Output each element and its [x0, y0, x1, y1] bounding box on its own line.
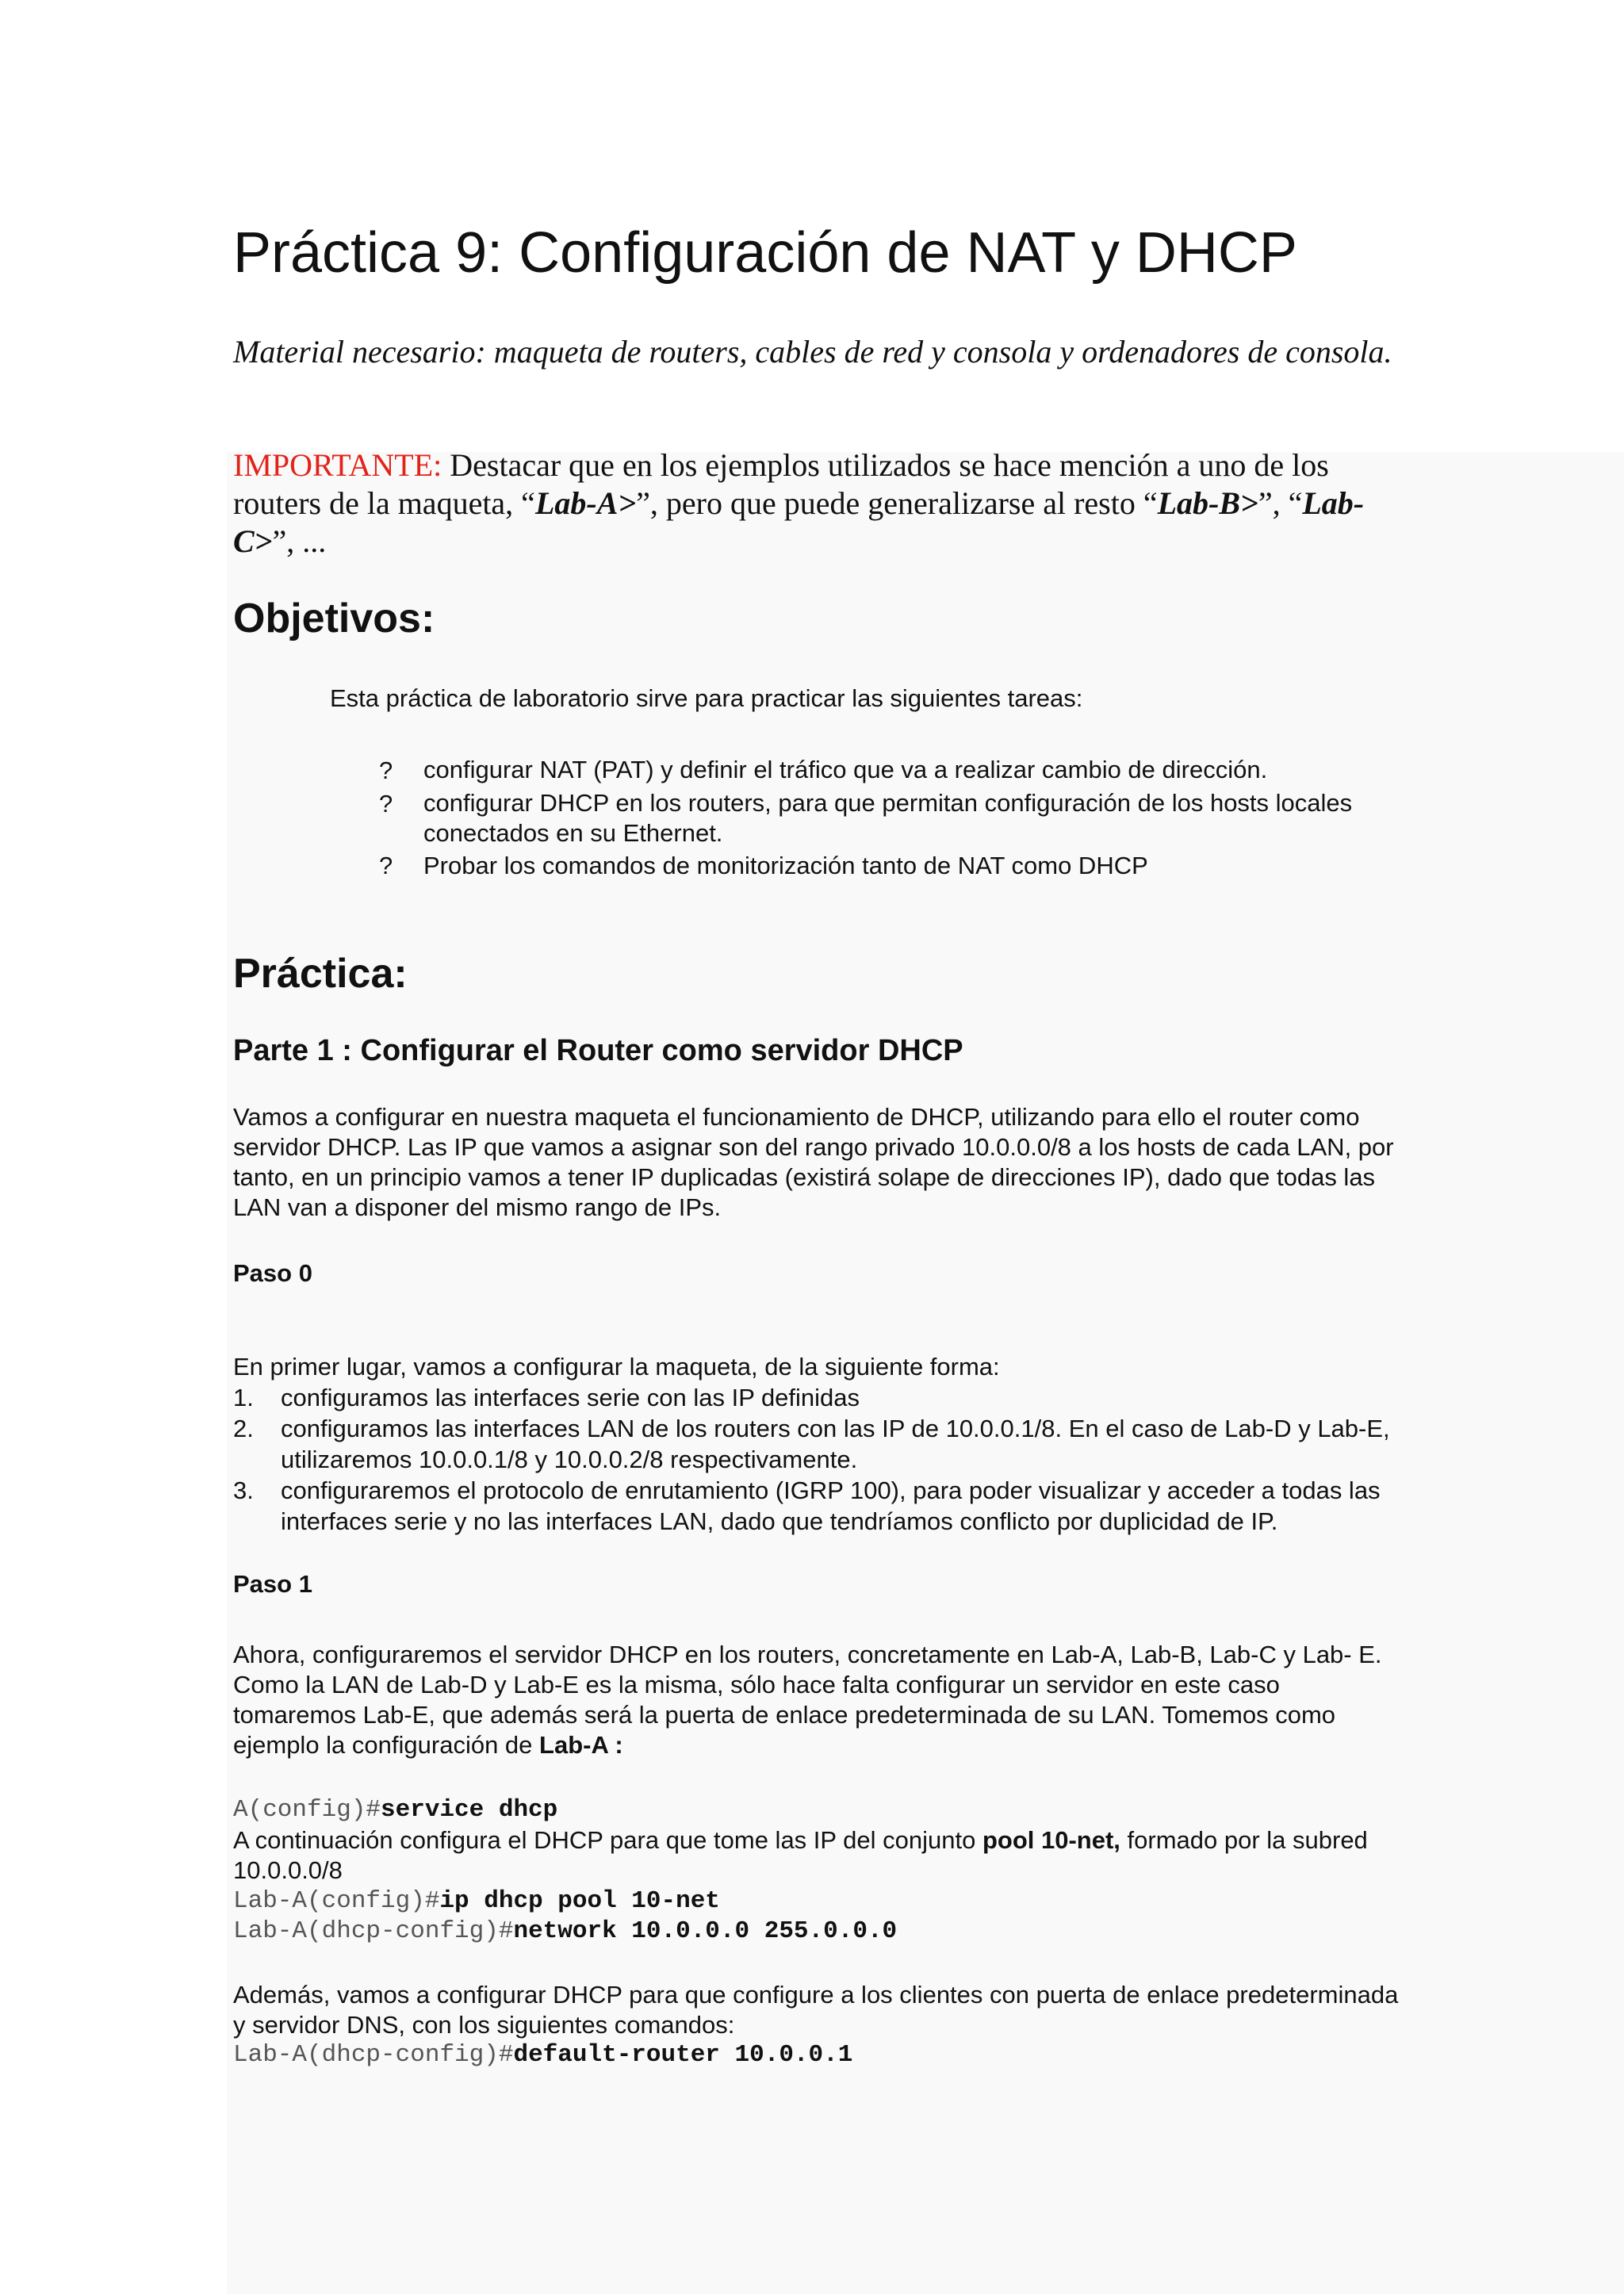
list-item: ? configurar NAT (PAT) y definir el tráfico que va a realizar cambio de dirección. — [379, 755, 1378, 787]
practice-heading: Práctica: — [233, 951, 408, 997]
lab-a-ref: Lab-A> — [534, 485, 637, 521]
bullet-marker: ? — [379, 756, 393, 784]
part1-intro: Vamos a configurar en nuestra maqueta el funcionamiento de DHCP, utilizando para ello el router como servidor DHCP. Las IP que vamos a asignar son del rango privado 10.0.0.0/8 a los hosts de cada LAN, por tanto, en un principio vamos a tener IP duplicadas (existirá solape de direcciones IP), dado que todas las LAN van a disponer del mismo rango de IPs. — [233, 1103, 1394, 1221]
command-dhcp-pool: Lab-A(config)#ip dhcp pool 10-net — [233, 1887, 720, 1915]
important-label: IMPORTANTE: — [233, 447, 442, 483]
material-note: Material necesario: maqueta de routers, cables de red y consola y ordenadores de consola. — [233, 334, 1392, 370]
list-item: ? configurar DHCP en los routers, para que permitan configuración de los hosts locales conectados en su Ethernet. — [379, 789, 1353, 847]
list-item: 2. configuramos las interfaces LAN de los routers con las IP de 10.0.0.1/8. En el caso de Lab-D y Lab-E, utilizaremos 10.0.0.1/8 y 10.0.0.2/8 respectivamente. — [233, 1415, 1390, 1473]
command-service-dhcp: A(config)#service dhcp — [233, 1796, 558, 1824]
lab-c-ref: Lab-C> — [233, 485, 1365, 559]
step1-intro: Ahora, configuraremos el servidor DHCP en los routers, concretamente en Lab-A, Lab-B, Lab-C y Lab- E. Como la LAN de Lab-D y Lab-E es la misma, sólo hace falta configurar un servidor en este caso tomaremos Lab-E, que además será la puerta de enlace predeterminada de su LAN. Tomemos como ejemplo la configuración de Lab-A : — [233, 1641, 1382, 1759]
page-title: Práctica 9: Configuración de NAT y DHCP — [233, 221, 1297, 285]
gateway-description: Además, vamos a configurar DHCP para que configure a los clientes con puerta de enlace predeterminada y servidor DNS, con los siguientes comandos: — [233, 1981, 1399, 2039]
bullet-marker: ? — [379, 790, 393, 818]
objectives-heading: Objetivos: — [233, 596, 435, 641]
command-default-router: Lab-A(dhcp-config)#default-router 10.0.0.1 — [233, 2041, 853, 2069]
pool-name: pool 10-net, — [982, 1826, 1120, 1854]
bullet-marker: ? — [379, 852, 393, 879]
important-note: IMPORTANTE: Destacar que en los ejemplos utilizados se hace mención a uno de los routers de la maqueta, “Lab-A>”, pero que puede generalizarse al resto “Lab-B>”, “Lab-C>”, ... — [233, 447, 1365, 559]
objectives-intro: Esta práctica de laboratorio sirve para practicar las siguientes tareas: — [330, 684, 1083, 712]
list-item: ? Probar los comandos de monitorización tanto de NAT como DHCP — [379, 850, 1378, 882]
lab-b-ref: Lab-B> — [1157, 485, 1258, 521]
command-network: Lab-A(dhcp-config)#network 10.0.0.0 255.0.0.0 — [233, 1917, 898, 1945]
objectives-list — [379, 755, 1378, 883]
part1-heading: Parte 1 : Configurar el Router como servidor DHCP — [233, 1034, 963, 1067]
step0-intro: En primer lugar, vamos a configurar la maqueta, de la siguiente forma: — [233, 1353, 1000, 1381]
lab-a-label: Lab-A : — [539, 1731, 623, 1759]
list-item: 1. configuramos las interfaces serie con las IP definidas — [233, 1384, 860, 1411]
pool-description: A continuación configura el DHCP para que tome las IP del conjunto pool 10-net, formado por la subred 10.0.0.0/8 — [233, 1826, 1368, 1884]
step0-label: Paso 0 — [233, 1259, 312, 1287]
step0-list — [233, 1352, 1415, 1537]
list-item: 3. configuraremos el protocolo de enrutamiento (IGRP 100), para poder visualizar y acceder a todas las interfaces serie y no las interfaces LAN, dado que tendríamos conflicto por duplicidad de IP. — [233, 1476, 1381, 1535]
step1-label: Paso 1 — [233, 1570, 312, 1598]
